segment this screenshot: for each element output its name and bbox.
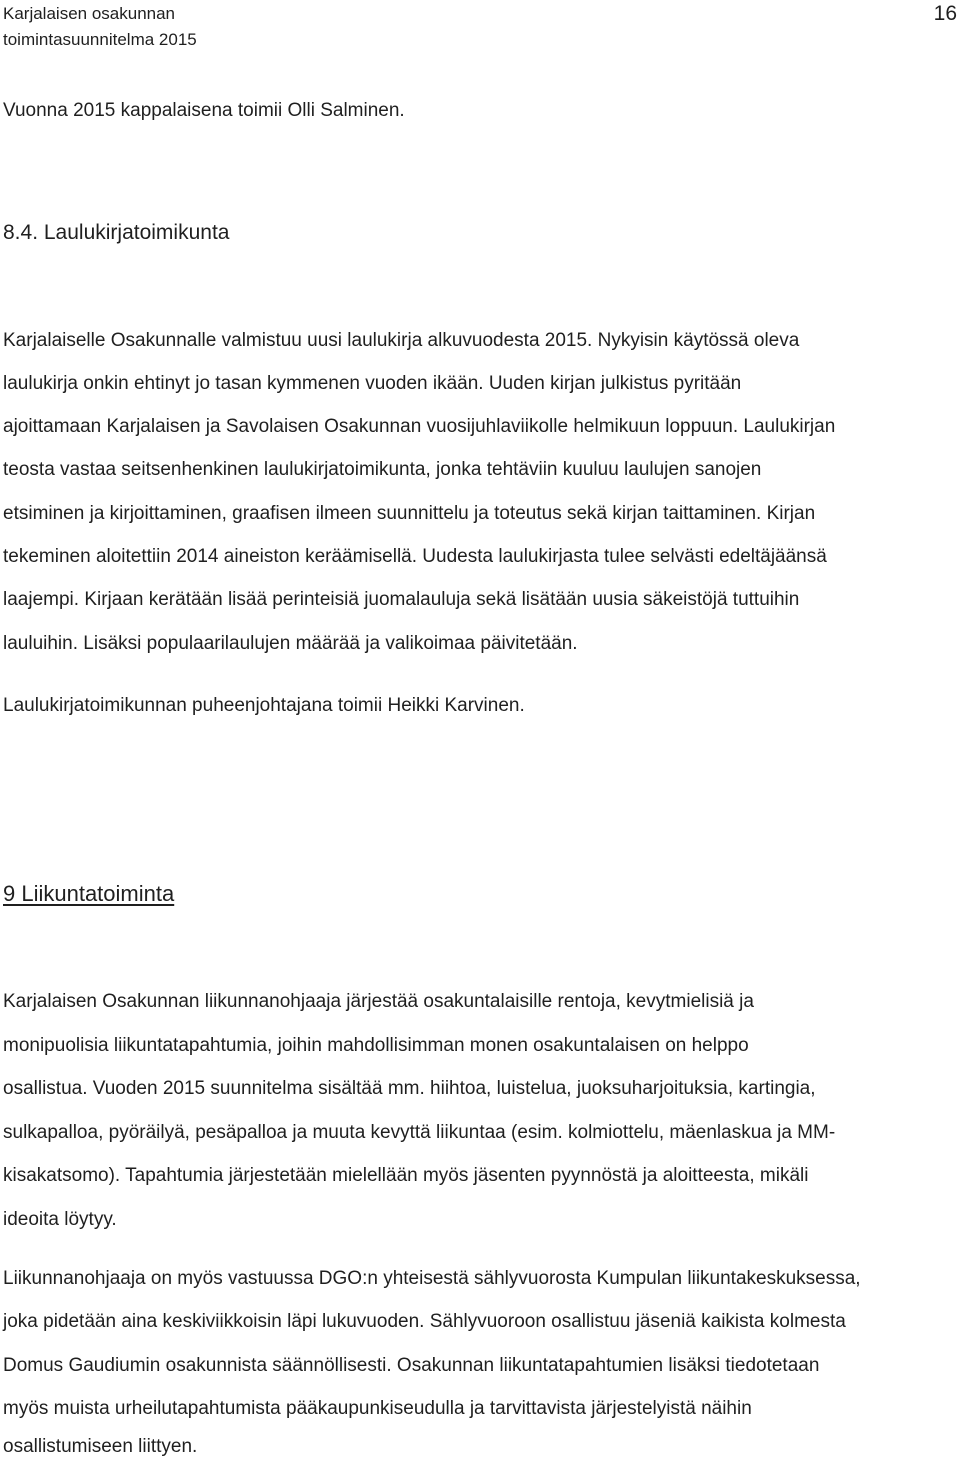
paragraph-line: monipuolisia liikuntatapahtumia, joihin mahdollisimman monen osakuntalaisen on helppo — [3, 1035, 749, 1056]
running-header-line-2: toimintasuunnitelma 2015 — [3, 30, 197, 49]
paragraph-line: laajempi. Kirjaan kerätään lisää perinteisiä juomalauluja sekä lisätään uusia säkeistöjä tuttuihin — [3, 589, 800, 610]
paragraph-line: etsiminen ja kirjoittaminen, graafisen ilmeen suunnittelu ja toteutus sekä kirjan taittaminen. Kirjan — [3, 503, 816, 524]
paragraph-line: laulukirja onkin ehtinyt jo tasan kymmenen vuoden ikään. Uuden kirjan julkistus pyritään — [3, 373, 742, 394]
running-header — [3, 1, 197, 53]
paragraph-line: osallistua. Vuoden 2015 suunnitelma sisältää mm. hiihtoa, luistelua, juoksuharjoituksia, kartingia, — [3, 1078, 816, 1099]
paragraph-line: tekeminen aloitettiin 2014 aineiston keräämisellä. Uudesta laulukirjasta tulee selvästi edeltäjäänsä — [3, 546, 827, 567]
paragraph-line: sulkapalloa, pyöräilyä, pesäpalloa ja muuta kevyttä liikuntaa (esim. kolmiottelu, mäenlaskua ja MM- — [3, 1122, 836, 1143]
running-header-line-1: Karjalaisen osakunnan — [3, 4, 176, 23]
chaplain-sentence: Vuonna 2015 kappalaisena toimii Olli Salminen. — [3, 100, 405, 121]
section-heading-sports: 9 Liikuntatoiminta — [3, 881, 175, 906]
paragraph-line: lauluihin. Lisäksi populaarilaulujen määrää ja valikoimaa päivitetään. — [3, 633, 578, 654]
paragraph-line: Domus Gaudiumin osakunnista säännöllisesti. Osakunnan liikuntatapahtumien lisäksi tiedotetaan — [3, 1355, 820, 1376]
paragraph-line: ideoita löytyy. — [3, 1209, 117, 1230]
paragraph-line: joka pidetään aina keskiviikkoisin läpi lukuvuoden. Sählyvuoroon osallistuu jäseniä kaikista kolmesta — [3, 1311, 846, 1332]
page-number: 16 — [933, 2, 957, 25]
paragraph-line: Karjalaisen Osakunnan liikunnanohjaaja järjestää osakuntalaisille rentoja, kevytmielisiä ja — [3, 991, 754, 1012]
song-committee-chair: Laulukirjatoimikunnan puheenjohtajana toimii Heikki Karvinen. — [3, 695, 525, 716]
paragraph-line: Liikunnanohjaaja on myös vastuussa DGO:n yhteisestä sählyvuorosta Kumpulan liikuntakeskuksessa, — [3, 1268, 861, 1289]
paragraph-line: myös muista urheilutapahtumista pääkaupunkiseudulla ja tarvittavista järjestelyistä näihin — [3, 1398, 752, 1419]
paragraph-line: teosta vastaa seitsenhenkinen laulukirjatoimikunta, jonka tehtäviin kuuluu laulujen sanojen — [3, 459, 762, 480]
paragraph-line: kisakatsomo). Tapahtumia järjestetään mielellään myös jäsenten pyynnöstä ja aloitteesta, mikäli — [3, 1165, 809, 1186]
song-committee-heading: 8.4. Laulukirjatoimikunta — [3, 221, 230, 244]
page-header — [3, 0, 957, 60]
paragraph-line: ajoittamaan Karjalaisen ja Savolaisen Osakunnan vuosijuhlaviikolle helmikuun loppuun. Laulukirjan — [3, 416, 836, 437]
paragraph-line: osallistumiseen liittyen. — [3, 1436, 198, 1457]
paragraph-line: Karjalaiselle Osakunnalle valmistuu uusi laulukirja alkuvuodesta 2015. Nykyisin käytössä oleva — [3, 330, 800, 351]
